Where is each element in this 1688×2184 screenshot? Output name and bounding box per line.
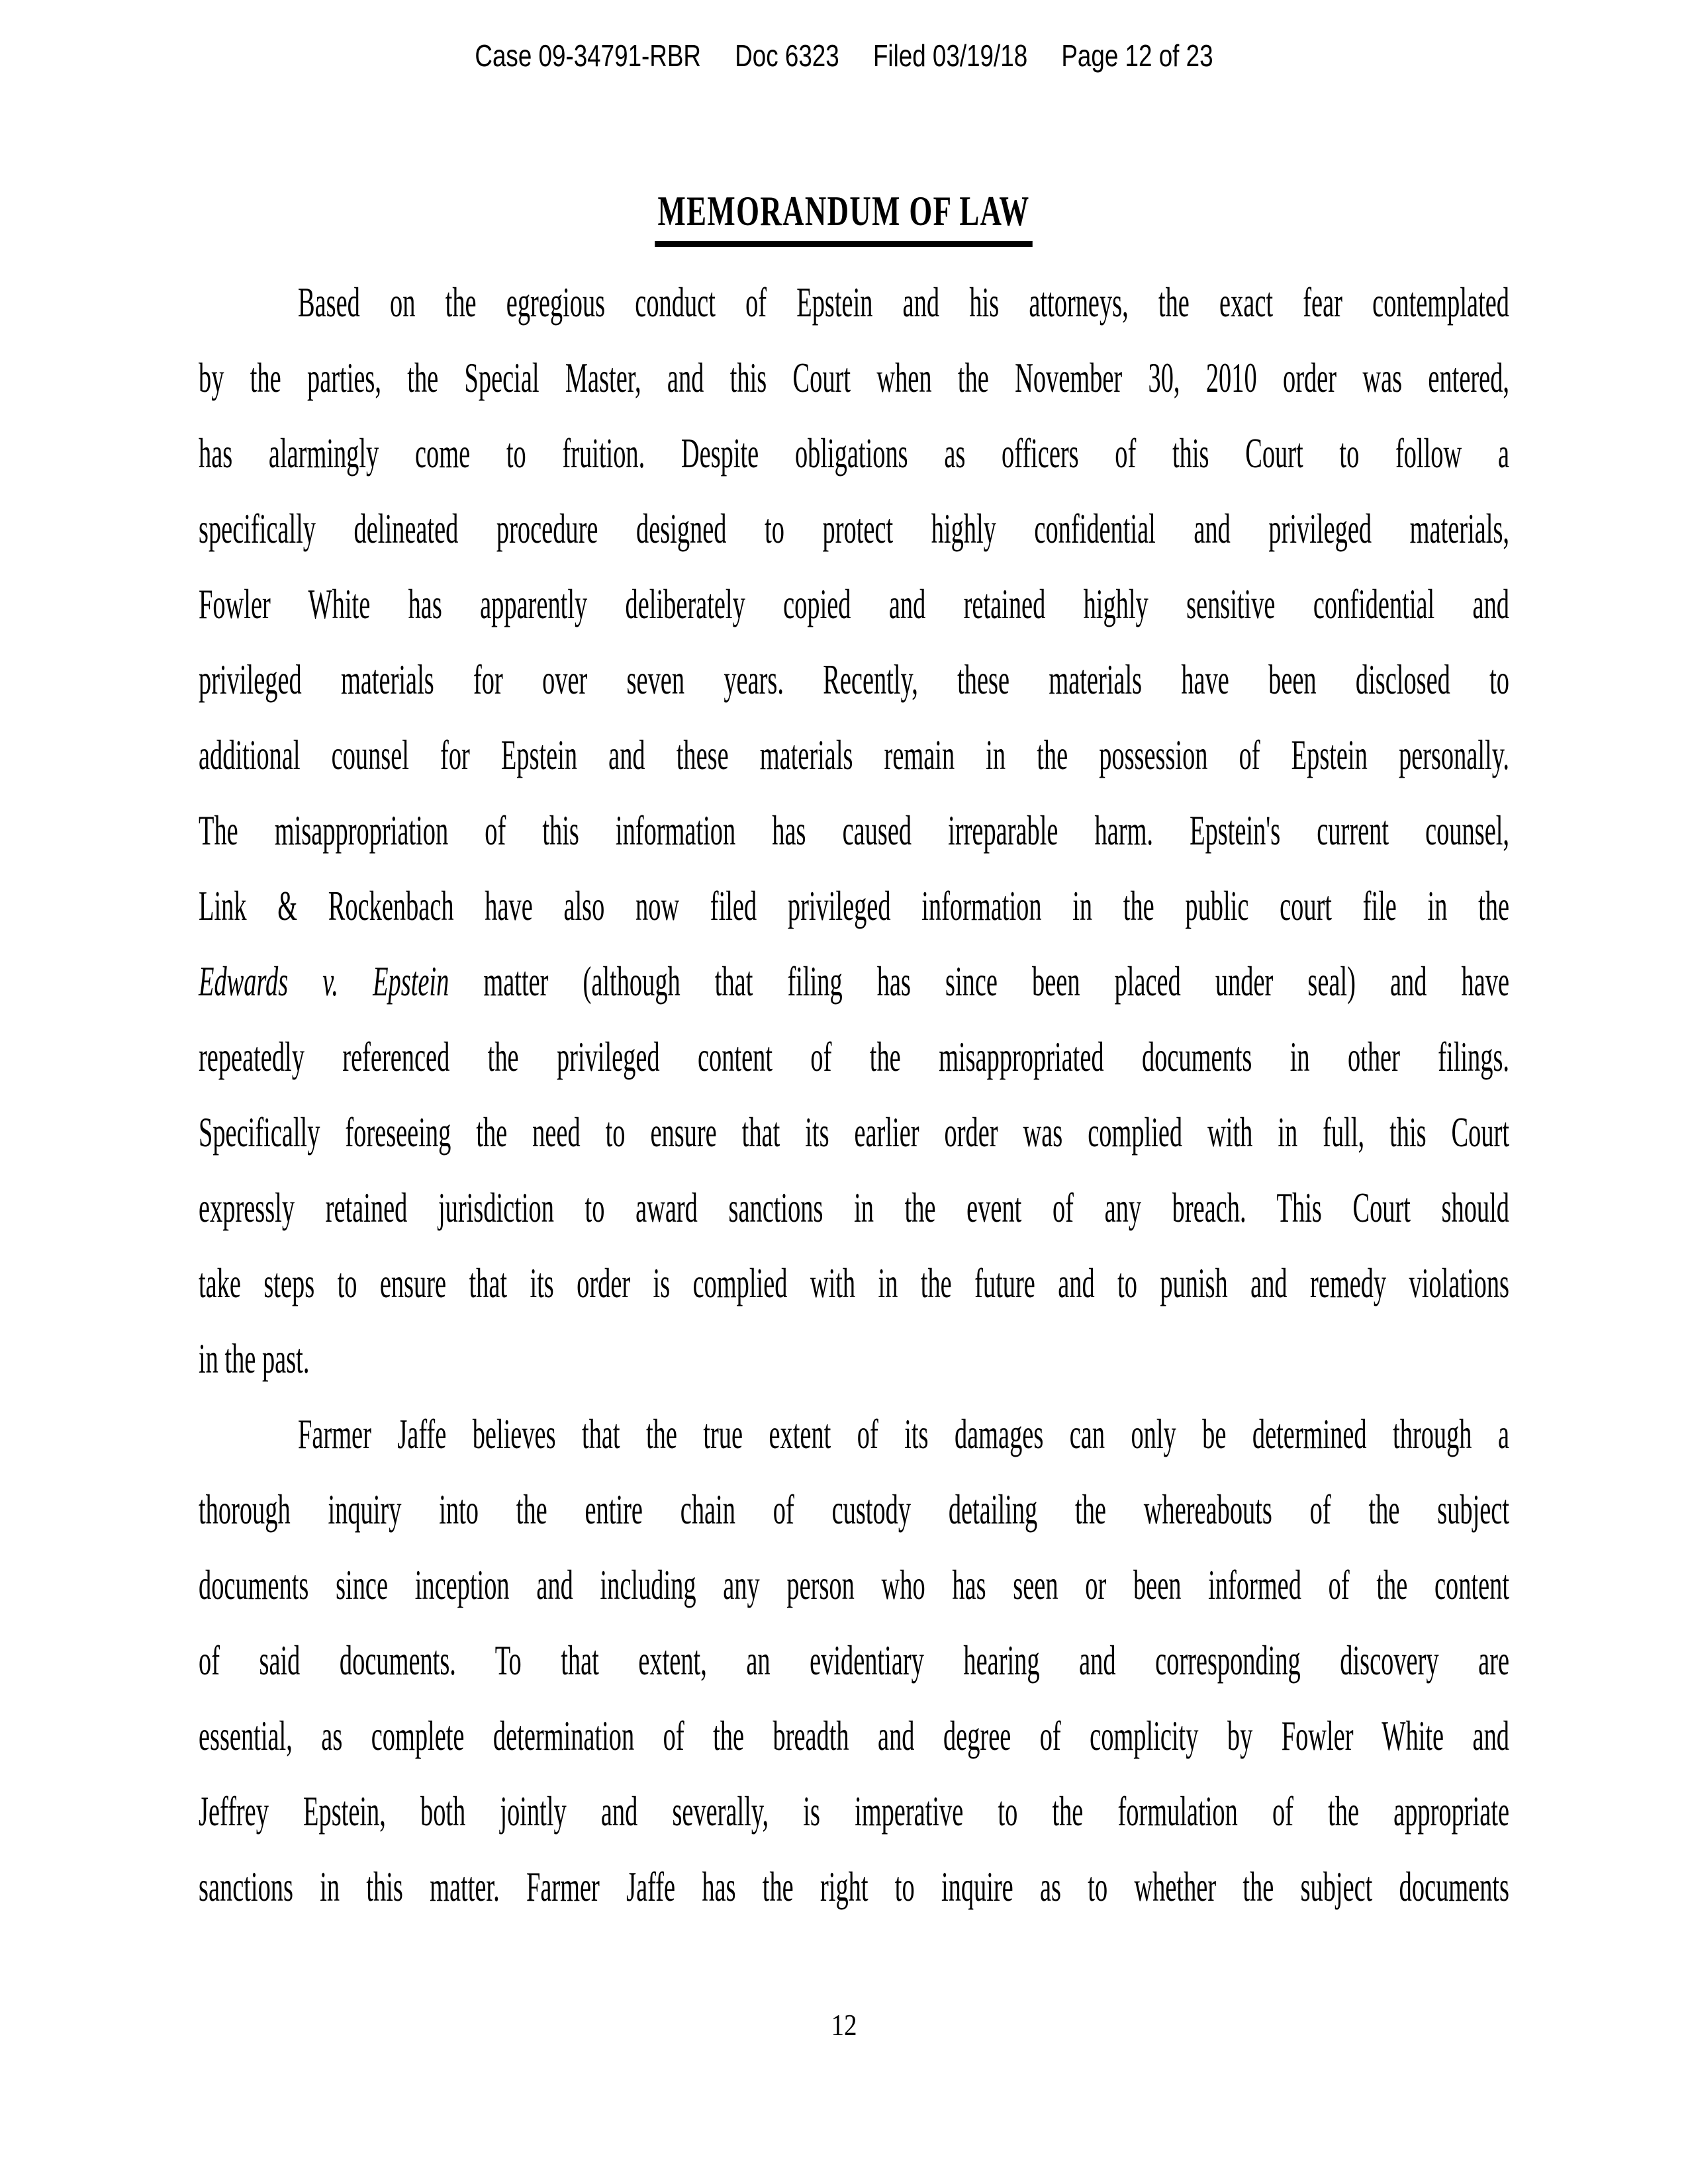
text-line: documents since inception and including any person who has seen or been informed of the content [199,1561,1509,1608]
footer-row [0,2008,1688,2042]
text-line: repeatedly referenced the privileged content of the misappropriated documents in other filings. [199,1033,1509,1080]
text-line: Based on the egregious conduct of Epstein and his attorneys, the exact fear contemplated [298,279,1509,326]
text-line: Link & Rockenbach have also now filed privileged information in the public court file in the [199,882,1509,929]
page-number: 12 [831,2008,857,2042]
text-line: thorough inquiry into the entire chain of custody detailing the whereabouts of the subject [199,1486,1509,1533]
text-line: expressly retained jurisdiction to award sanctions in the event of any breach. This Court should [199,1184,1509,1231]
memorandum-title: MEMORANDUM OF LAW [655,187,1033,247]
text-line: in the past. [199,1335,310,1382]
memorandum-body [199,265,1509,1925]
case-header-inner [458,38,1230,73]
case-header [0,38,1688,73]
text-line: Farmer Jaffe believes that the true extent of its damages can only be determined through a [298,1410,1509,1457]
text-line: essential, as complete determination of the breadth and degree of complicity by Fowler White and [199,1712,1509,1759]
text-line [199,944,1509,1019]
text-line: Jeffrey Epstein, both jointly and severally, is imperative to the formulation of the appropriate [199,1788,1509,1835]
text-line: privileged materials for over seven years. Recently, these materials have been disclosed to [199,656,1509,703]
text-line: take steps to ensure that its order is complied with in the future and to punish and remedy violations [199,1259,1509,1306]
text-line-segment: matter (although that filing has since been placed under seal) and have [449,958,1510,1005]
text-line: additional counsel for Epstein and these materials remain in the possession of Epstein personally. [199,731,1509,778]
text-line: of said documents. To that extent, an evidentiary hearing and corresponding discovery are [199,1637,1509,1684]
text-line: has alarmingly come to fruition. Despite obligations as officers of this Court to follow a [199,430,1509,477]
page-indicator: Page 12 of 23 [1061,38,1213,73]
doc-number: Doc 6323 [735,38,839,73]
filed-date: Filed 03/19/18 [872,38,1028,73]
text-line: Fowler White has apparently deliberately copied and retained highly sensitive confidential and [199,580,1509,627]
case-number: Case 09-34791-RBR [475,38,702,73]
text-line: sanctions in this matter. Farmer Jaffe has the right to inquire as to whether the subject documents [199,1863,1509,1910]
italic-case-citation: Edwards v. Epstein [199,958,449,1005]
text-line: specifically delineated procedure designed to protect highly confidential and privileged materials, [199,505,1509,552]
text-line: by the parties, the Special Master, and this Court when the November 30, 2010 order was entered, [199,354,1509,401]
text-line: The misappropriation of this information has caused irreparable harm. Epstein's current counsel, [199,807,1509,854]
title-row [0,187,1688,247]
text-line: Specifically foreseeing the need to ensure that its earlier order was complied with in full, this Court [199,1109,1509,1156]
